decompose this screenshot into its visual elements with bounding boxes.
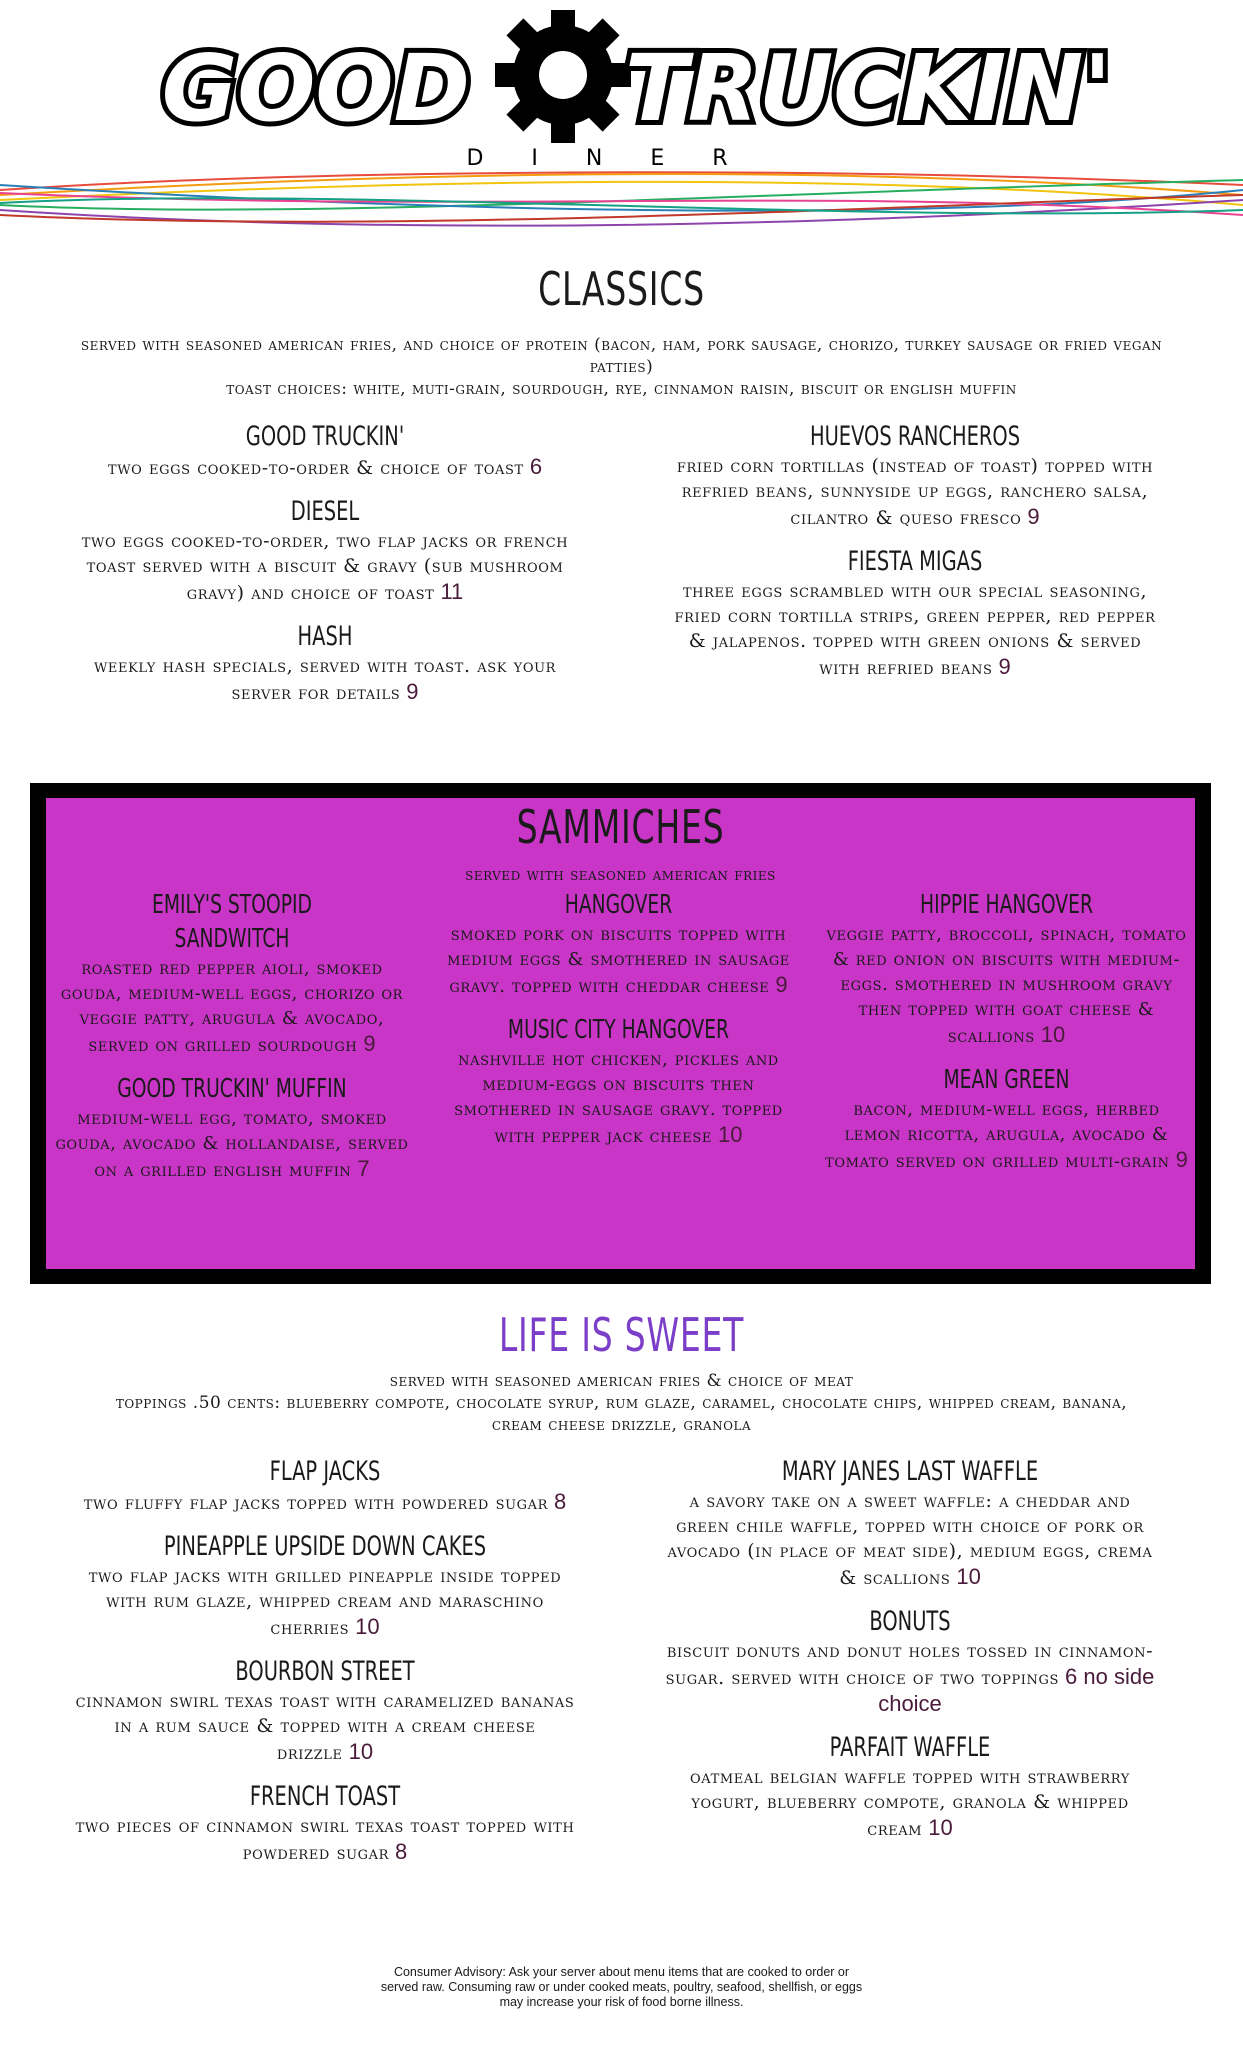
item-desc: two fluffy flap jacks topped with powdered sugar [83, 1492, 549, 1514]
item-desc: two pieces of cinnamon swirl texas toast topped with powdered sugar [75, 1815, 575, 1864]
sweet-title: LIFE IS SWEET [498, 1308, 745, 1362]
menu-item [52, 1072, 412, 1183]
item-desc: two eggs cooked-to-order, two flap jacks or french toast served with a biscuit & gravy (sub mushroom gravy) and choice of toast [81, 530, 569, 604]
sammiches-col-3 [824, 888, 1189, 1188]
item-desc: weekly hash specials, served with toast. ask your server for details [93, 655, 557, 704]
item-desc: oatmeal belgian waffle topped with strawberry yogurt, blueberry compote, granola & whipped cream [690, 1766, 1130, 1840]
item-name: HANGOVER [564, 890, 673, 920]
menu-item [660, 1731, 1160, 1842]
sammiches-title: SAMMICHES [516, 800, 725, 854]
gear-icon [495, 10, 631, 143]
item-name: HASH [297, 621, 353, 652]
logo-text-right: TRUCKIN' [625, 35, 1112, 142]
item-price: 8 [554, 1489, 567, 1514]
diner-logo [0, 10, 1243, 170]
menu-item [70, 1530, 580, 1641]
menu-item [824, 888, 1189, 1049]
item-name: HIPPIE HANGOVER [920, 890, 1093, 920]
item-name: MARY JANES LAST WAFFLE [781, 1456, 1039, 1487]
sammiches-subtitle: served with seasoned american fries [465, 865, 776, 885]
item-desc: bacon, medium-well eggs, herbed lemon ricotta, arugula, avocado & tomato served on grilled multi-grain [825, 1099, 1170, 1172]
menu-item [441, 888, 796, 999]
item-desc: biscuit donuts and donut holes tossed in cinnamon-sugar. served with choice of two toppings [665, 1640, 1154, 1689]
item-desc: veggie patty, broccoli, spinach, tomato & red onion on biscuits with medium-eggs. smothered in mushroom gravy then topped with goat cheese & scallions [826, 924, 1187, 1047]
logo-text-left: GOOD [161, 35, 470, 142]
item-name: DIESEL [290, 496, 360, 527]
menu-item [70, 1780, 580, 1866]
sammiches-box [30, 783, 1211, 1284]
menu-item [80, 620, 570, 706]
classics-title: CLASSICS [538, 262, 705, 316]
item-name: HUEVOS RANCHEROS [809, 421, 1021, 452]
item-price: 9 [406, 679, 419, 704]
classics-right-column [670, 420, 1160, 695]
item-price: 9 [363, 1031, 376, 1056]
item-name: GOOD TRUCKIN' MUFFIN [117, 1074, 347, 1104]
item-name: MEAN GREEN [943, 1065, 1070, 1095]
item-price: 9 [1027, 504, 1040, 529]
item-desc: medium-well egg, tomato, smoked gouda, avocado & hollandaise, served on a grilled english muffin [55, 1108, 409, 1181]
item-desc: smoked pork on biscuits topped with medium eggs & smothered in sausage gravy. topped with cheddar cheese [447, 924, 790, 997]
sammiches-col-2 [441, 888, 796, 1163]
item-price: 10 [348, 1739, 374, 1764]
item-name: FLAP JACKS [269, 1456, 381, 1487]
item-price: 6 [529, 454, 543, 479]
sweet-right-column [660, 1455, 1160, 1856]
item-price: 10 [355, 1614, 380, 1639]
sweet-subtitle: served with seasoned american fries & choice of meat [389, 1371, 854, 1391]
item-price: 9 [775, 972, 788, 997]
item-name: GOOD TRUCKIN' [245, 421, 405, 452]
menu-item [80, 495, 570, 606]
classics-toast-choices: toast choices: white, muti-grain, sourdough, rye, cinnamon raisin, biscuit or english muffin [226, 379, 1017, 399]
item-price: 8 [395, 1839, 408, 1864]
item-desc: two flap jacks with grilled pineapple inside topped with rum glaze, whipped cream and maraschino cherries [88, 1565, 562, 1639]
item-name: MUSIC CITY HANGOVER [507, 1015, 730, 1045]
item-desc: cinnamon swirl texas toast with caramelized bananas in a rum sauce & topped with a cream cheese drizzle [75, 1690, 575, 1764]
consumer-advisory: Consumer Advisory: Ask your server about menu items that are cooked to order or served raw. Consuming raw or under cooked meats, poultry, seafood, shellfish, or eggs may increase your risk of food borne illness. [380, 1965, 863, 2009]
rainbow-lines [0, 165, 1243, 245]
item-name: PINEAPPLE UPSIDE DOWN CAKES [163, 1531, 487, 1562]
menu-item [70, 1655, 580, 1766]
menu-item [824, 1063, 1189, 1174]
menu-item [80, 420, 570, 481]
menu-item [660, 1455, 1160, 1591]
menu-item [70, 1455, 580, 1516]
logo-sub: DINER [466, 146, 776, 170]
item-price: 9 [1175, 1147, 1188, 1172]
item-desc: a savory take on a sweet waffle: a cheddar and green chile waffle, topped with choice of pork or avocado (in place of meat side), medium eggs, crema & scallions [667, 1490, 1153, 1589]
classics-subtitle: served with seasoned american fries, and choice of protein (bacon, ham, pork sausage, chorizo, turkey sausage or fried vegan patties) [80, 335, 1163, 377]
item-price: 6 no side choice [878, 1664, 1155, 1716]
item-price: 10 [717, 1122, 743, 1147]
sweet-left-column [70, 1455, 580, 1880]
item-desc: nashville hot chicken, pickles and medium-eggs on biscuits then smothered in sausage gravy. topped with pepper jack cheese [454, 1049, 783, 1147]
item-price: 7 [357, 1156, 370, 1181]
item-desc: two eggs cooked-to-order & choice of toast [107, 457, 524, 479]
item-price: 10 [928, 1815, 953, 1840]
classics-left-column [80, 420, 570, 720]
item-name: BOURBON STREET [235, 1656, 415, 1687]
item-desc: fried corn tortillas (instead of toast) topped with refried beans, sunnyside up eggs, ranchero salsa, cilantro & queso fresco [676, 455, 1154, 529]
item-name: FRENCH TOAST [249, 1781, 401, 1812]
item-name: BONUTS [869, 1606, 951, 1637]
item-price: 11 [440, 579, 464, 604]
item-name: PARFAIT WAFFLE [829, 1732, 991, 1763]
item-desc: roasted red pepper aioli, smoked gouda, medium-well eggs, chorizo or veggie patty, arugula & avocado, served on grilled sourdough [60, 958, 404, 1056]
sweet-toppings: toppings .50 cents: blueberry compote, chocolate syrup, rum glaze, caramel, chocolate chips, whipped cream, banana, cream cheese drizzle, granola [115, 1393, 1128, 1435]
item-price: 9 [998, 654, 1011, 679]
item-desc: three eggs scrambled with our special seasoning, fried corn tortilla strips, green pepper, red pepper & jalapenos. topped with green onions & served with refried beans [674, 580, 1156, 679]
sammiches-panel [46, 798, 1195, 1269]
item-price: 10 [956, 1564, 981, 1589]
menu-item [670, 420, 1160, 531]
item-name: FIESTA MIGAS [847, 546, 983, 577]
menu-item [670, 545, 1160, 681]
item-name: EMILY'S STOOPID SANDWITCH [152, 890, 312, 954]
sammiches-col-1 [52, 888, 412, 1197]
menu-item [52, 888, 412, 1058]
menu-item [660, 1605, 1160, 1717]
menu-item [441, 1013, 796, 1149]
item-price: 10 [1040, 1022, 1066, 1047]
